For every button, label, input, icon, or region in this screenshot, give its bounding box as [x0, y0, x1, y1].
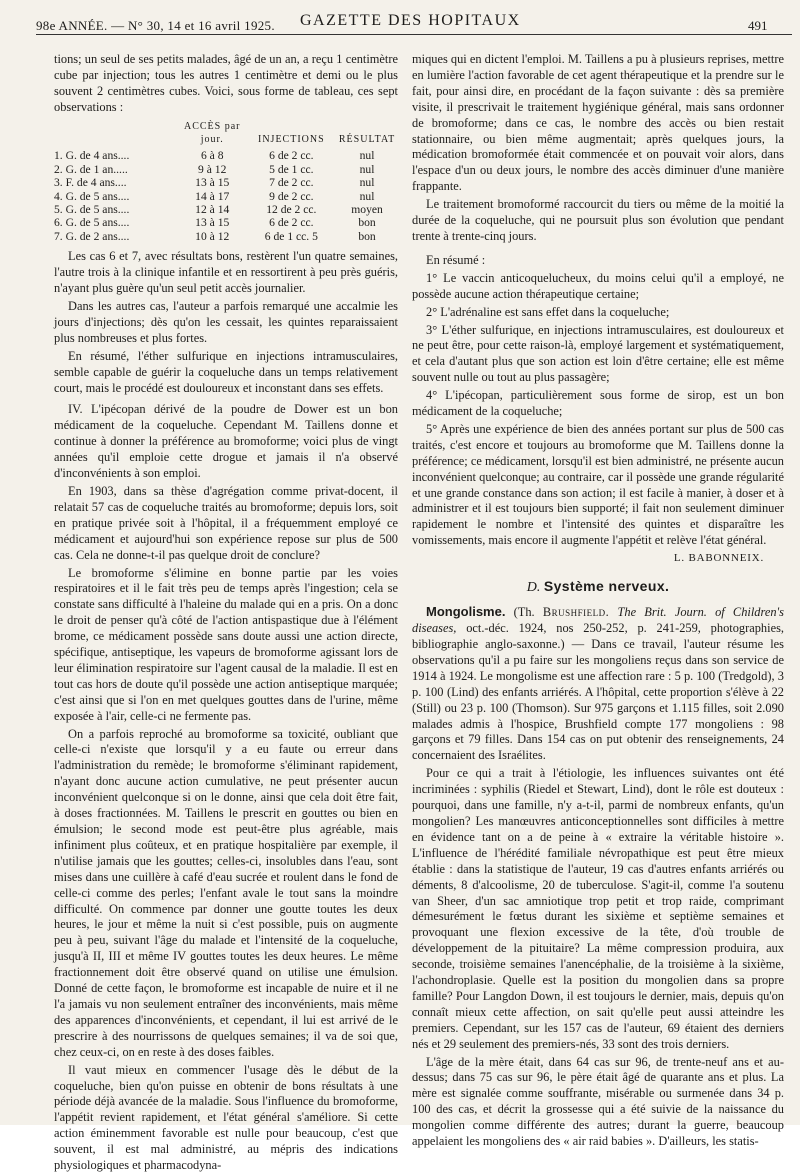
body-paragraph: Pour ce qui a trait à l'étiologie, les influences suivantes ont été incriminées : syphilis (Riedel et Stewart, Lind), dont le rôle est douteux : pourquoi, dans une famille, n'y a-t-il, parmi de nombreux enfants, qu'un mongolien? Les manœuvres anticonceptionnelles sont difficiles à mettre en évidence tant on a de peine à « extraire la véritable histoire ». L'influence de l'hérédité familiale névropathique est peut être mieux établie : dans la statistique de l'auteur, 19 cas d'autres enfants arriérés ou déments, 8 d'alcoolisme, 20 de tuberculose. S'agit-il, comme l'a soutenu van Sheer, d'un sac amniotique trop petit et trop raide, comprimant démesurément le fœtus durant les sixième et septième semaines et provoquant une flexion excessive de la tête, d'où trouble de développement de la pituitaire? La même compression produira, aux seconde, troisième semaines l'anencéphalie, de la troisième à la sixième, l'achondroplasie. Quelle est la position du mongolien dans sa propre famille? Pour Langdon Down, il est toujours le dernier, mais, depuis qu'on connaît mieux cette affection, on sait qu'elle peut aussi atteindre les premiers. Cependant, sur les 157 cas de l'auteur, 69 étaient des derniers nés et 29 seulement des premiers-nés, 33 sont des trois derniers.: [412, 766, 784, 1051]
section-heading: [412, 578, 784, 596]
article-lead: Mongolisme.: [426, 604, 506, 620]
table-cell: 12 de 2 cc.: [266, 203, 317, 217]
table-cell: 3. F. de 4 ans....: [54, 176, 127, 190]
body-paragraph: Le traitement bromoformé raccourcit du tiers ou même de la moitié la durée de la coqueluche, qui ne poursuit plus son évolution que pendant trente à trente-cinq jours.: [412, 197, 784, 243]
table-cell: 6 de 2 cc.: [269, 216, 314, 230]
table-header-patient: [54, 120, 178, 150]
table-cell: bon: [358, 229, 376, 243]
table-row: [54, 203, 398, 216]
table-cell: nul: [359, 162, 375, 176]
table-cell: moyen: [351, 203, 383, 217]
summary-heading: En résumé :: [426, 252, 486, 267]
list-item: 1° Le vaccin anticoquelucheux, du moins celui qu'il a employé, ne possède aucune action thérapeutique certaine;: [412, 270, 784, 301]
reference-journal: The Brit. Journ. of Children's diseases,: [412, 605, 784, 636]
table-cell: 6 de 1 cc. 5: [264, 229, 318, 243]
running-head-issue: 98e ANNÉE. — N° 30, 14 et 16 avril 1925.: [36, 18, 275, 33]
table-header-acces: ACCÈS par jour.: [183, 120, 241, 146]
section-letter: D.: [526, 580, 541, 596]
table-cell: 9 à 12: [198, 162, 227, 176]
table-cell: 1. G. de 4 ans....: [54, 149, 130, 163]
table-cell: 13 à 15: [195, 176, 230, 190]
table-cell: 5. G. de 5 ans....: [54, 203, 130, 217]
table-cell: 6. G. de 5 ans....: [54, 216, 130, 230]
table-cell: nul: [359, 189, 375, 203]
table-cell: 7. G. de 2 ans....: [54, 229, 130, 243]
table-row: [54, 230, 398, 243]
body-paragraph: En résumé, l'éther sulfurique en injections intramusculaires, semble capable de guérir la coqueluche dans un temps relativement court, mais le procédé est douloureux et inconstant dans ses effets.: [54, 348, 398, 395]
summary-list: [412, 271, 784, 549]
list-item: 2° L'adrénaline est sans effet dans la coqueluche;: [426, 304, 670, 319]
author-signature: L. BABONNEIX.: [673, 552, 764, 565]
table-row: [54, 216, 398, 229]
section-title: Système nerveux.: [543, 578, 670, 595]
table-row: [54, 176, 398, 189]
table-cell: 12 à 14: [195, 203, 230, 217]
list-item: 5° Après une expérience de bien des années portant sur plus de 500 cas traités, c'est encore et toujours au bromoforme que M. Taillens donne la préférence; ce médicament, lorsqu'il est bien administré, ne présente aucun inconvénient quelconque; au contraire, car il possède une grande régularité et une grande constance dans son action; il est facile à manier, à doser et à administrer et il est toujours bien supporté; il fait non seulement diminuer rapidement le nombre et l'intensité des quintes et disparaître les vomissements, mais encore il augmente l'appétit et relève l'état général.: [412, 421, 784, 548]
table-cell: 13 à 15: [195, 216, 230, 230]
table-cell: 4. G. de 5 ans....: [54, 189, 130, 203]
body-paragraph: IV. L'ipécopan dérivé de la poudre de Dower est un bon médicament de la coqueluche. Cependant M. Taillens donne et continue à donner la préférence au bromoforme; voici plus de vingt années qu'il emploie cette drogue et jamais il n'a observé d'inconvénients à son emploi.: [54, 402, 398, 481]
body-paragraph: Dans les autres cas, l'auteur a parfois remarqué une accalmie les jours d'injections; dès qu'on les cessait, les quintes reparaissaient plus nombreuses et plus fortes.: [54, 299, 398, 345]
body-paragraph: miques qui en dictent l'emploi. M. Taillens a pu à plusieurs reprises, mettre en lumière l'action favorable de cet agent thérapeutique et la prendre sur le fait, pour ainsi dire, en procédant de la façon suivante : dès sa première visite, il prescrivait le traitement hygiénique général, mais sans ordonner de bromoforme; dans ce cas, le nombre des accès ou bien restait stationnaire, ou bien même augmentait; après quelques jours, la médication bromoformée était commencée et on pouvait voir alors, dans l'espace d'un ou deux jours, le nombre des accès diminuer d'une manière frappante.: [412, 52, 784, 194]
page-number: 491: [748, 18, 768, 33]
table-header-resultat: RÉSULTAT: [338, 134, 396, 146]
journal-title: GAZETTE DES HOPITAUX: [300, 12, 521, 29]
table-row: [54, 149, 398, 162]
body-paragraph: On a parfois reproché au bromoforme sa toxicité, oubliant que celle-ci n'existe que lorsqu'il y a eu faute ou erreur dans l'administration du remède; le bromoforme s'éliminant rapidement, n'ayant donc aucune action cumulative, ne peut présenter aucun inconvénient quelconque si on le donne, ainsi que cela doit être fait, à doses fractionnées. M. Taillens le prescrit en gouttes ou bien en émulsion; le second mode est peut-être plus agréable, mais infiniment plus coûteux, et en pratique hospitalière par exemple, il n'utilise jamais que les gouttes; celles-ci, insolubles dans l'eau, sont mises dans une cuillère à café d'eau sucrée et roulent dans le fond de celle-ci comme des perles; l'enfant avale le tout sans la moindre difficulté. On commence par donner une goutte toutes les deux heures, le jour et même la nuit si c'est possible, puis on augmente peu à peu, suivant l'âge du malade et l'intensité de la coqueluche, jusqu'à II, III et même IV gouttes toutes les deux heures. Le même fractionnement doit être observé quand on utilise une émulsion. Donné de cette façon, le bromoforme est incapable de nuire et il ne l'a jamais vu non seulement entraîner des inconvénients, mais même des apparences d'inconvénients, et cependant, il lui est arrivé de le prescrire à des nourrissons de quelques semaines; il va de soi que, chez ceux-ci, on en reste à des doses faibles.: [54, 726, 398, 1059]
table-cell: 5 de 1 cc.: [269, 162, 314, 176]
reference-author: Brushfield.: [542, 605, 610, 620]
list-item: 3° L'éther sulfurique, en injections intramusculaires, est douloureux et ne peut être, pour cette raison-là, employé largement et systématiquement, et cela d'autant plus que son action est loin d'être certaine; elle est même souvent nulle ou tout au plus passagère;: [412, 322, 784, 385]
article-text: oct.-déc. 1924, nos 250-252, p. 241-259, photographies, bibliographie anglo-saxonne.) — Dans ce travail, l'auteur résume les observations qu'il a pu faire sur les mongoliens reçus dans son service de 1914 à 1924. Le mongolisme est une affection rare : 5 p. 100 (Tredgold), 3 p. 100 (Lind) des enfants arriérés. A l'hôpital, cette proportion s'élève à 22 (Still) ou 23 p. 100 (Thomson). Sur 975 garçons et 1.115 filles, soit 2.090 malades admis à l'hospice, Brushfield compte 177 mongoliens : 98 garçons et 79 filles. Dans 154 cas on put obtenir des renseignements, 24 concernaient des Israélites.: [412, 621, 784, 763]
observations-table: [54, 120, 398, 244]
article-paragraph: [412, 604, 784, 764]
table-row: [54, 163, 398, 176]
table-cell: 14 à 17: [195, 189, 230, 203]
table-cell: 7 de 2 cc.: [269, 176, 314, 190]
intro-paragraph: tions; un seul de ses petits malades, âgé de un an, a reçu 1 centimètre cube par injection; tous les autres 1 centimètre et demi ou le plus souvent 2 centimètres cubes. Voici, sous forme de tableau, ces sept observations :: [54, 52, 398, 114]
table-row: [54, 190, 398, 203]
header-rule: [36, 34, 792, 35]
table-cell: bon: [358, 216, 376, 230]
body-paragraph: Il vaut mieux en commencer l'usage dès le début de la coqueluche, bien qu'on puisse en obtenir de bons résultats à une période déjà avancée de la maladie. Sous l'influence du bromoforme, l'appétit revient rapidement, et l'état général s'améliore. Si cette action éminemment favorable est nulle pour beaucoup, c'est que souvent, il est mal administré, au mépris des indications physiologiques et pharmacodyna-: [54, 1062, 398, 1173]
table-cell: 2. G. de 1 an.....: [54, 162, 128, 176]
table-cell: 6 à 8: [200, 149, 224, 163]
table-cell: 10 à 12: [195, 229, 230, 243]
table-cell: 9 de 2 cc.: [269, 189, 314, 203]
reference-open: (Th.: [513, 605, 535, 620]
body-paragraph: Les cas 6 et 7, avec résultats bons, restèrent l'un quatre semaines, l'autre trois à la clinique infantile et en ressortirent à peu près guéris, n'ayant plus guère qu'un seul petit accès journalier.: [54, 249, 398, 296]
body-paragraph: Le bromoforme s'élimine en bonne partie par les voies respiratoires et il le fait très peu de temps après l'ingestion; cela se constate sans difficulté à l'haleine du malade qui en a pris. On a donc le droit de penser qu'à côté de l'action antispastique due à l'élément brome, ce médicament possède sans doute aussi une action directe, spécifique, antiseptique, les vapeurs de bromoforme agissant lors de leur élimination respiratoire sur l'agent causal de la maladie. Il est en tout cas hors de doute qu'il possède une action antiseptique marquée; c'est ainsi que si l'on en met quelques gouttes dans de l'urine, même exposée à l'air, celle-ci ne fermente pas.: [54, 565, 398, 723]
body-paragraph: En 1903, dans sa thèse d'agrégation comme privat-docent, il relatait 57 cas de coqueluche traités au bromoforme; depuis lors, soit en pratique privée soit à l'hôpital, il a fréquemment employé ce médicament et aujourd'hui son expérience repose sur plus de 500 cas. Cela ne donne-t-il pas quelque droit de conclure?: [54, 483, 398, 562]
table-cell: 6 de 2 cc.: [269, 149, 314, 163]
left-column: [54, 52, 398, 1173]
list-item: 4° L'ipécopan, particulièrement sous forme de sirop, est un bon médicament de la coqueluche;: [412, 388, 784, 419]
right-column: [412, 52, 784, 1149]
table-cell: nul: [359, 176, 375, 190]
body-paragraph: L'âge de la mère était, dans 64 cas sur 96, de trente-neuf ans et au-dessus; dans 75 cas sur 96, le père était âgé de quarante ans et plus. La mère est signalée comme souffrante, misérable ou surmenée dans 34 p. 100 des cas, et décrit la grossesse qui a été suivie de la naissance du mongolien comme différente des autres; durant la guerre, beaucoup appelaient les mongoliens des « air raid babies ». D'ailleurs, les statis-: [412, 1054, 784, 1149]
table-header-injections: INJECTIONS: [258, 134, 325, 146]
table-cell: nul: [359, 149, 375, 163]
